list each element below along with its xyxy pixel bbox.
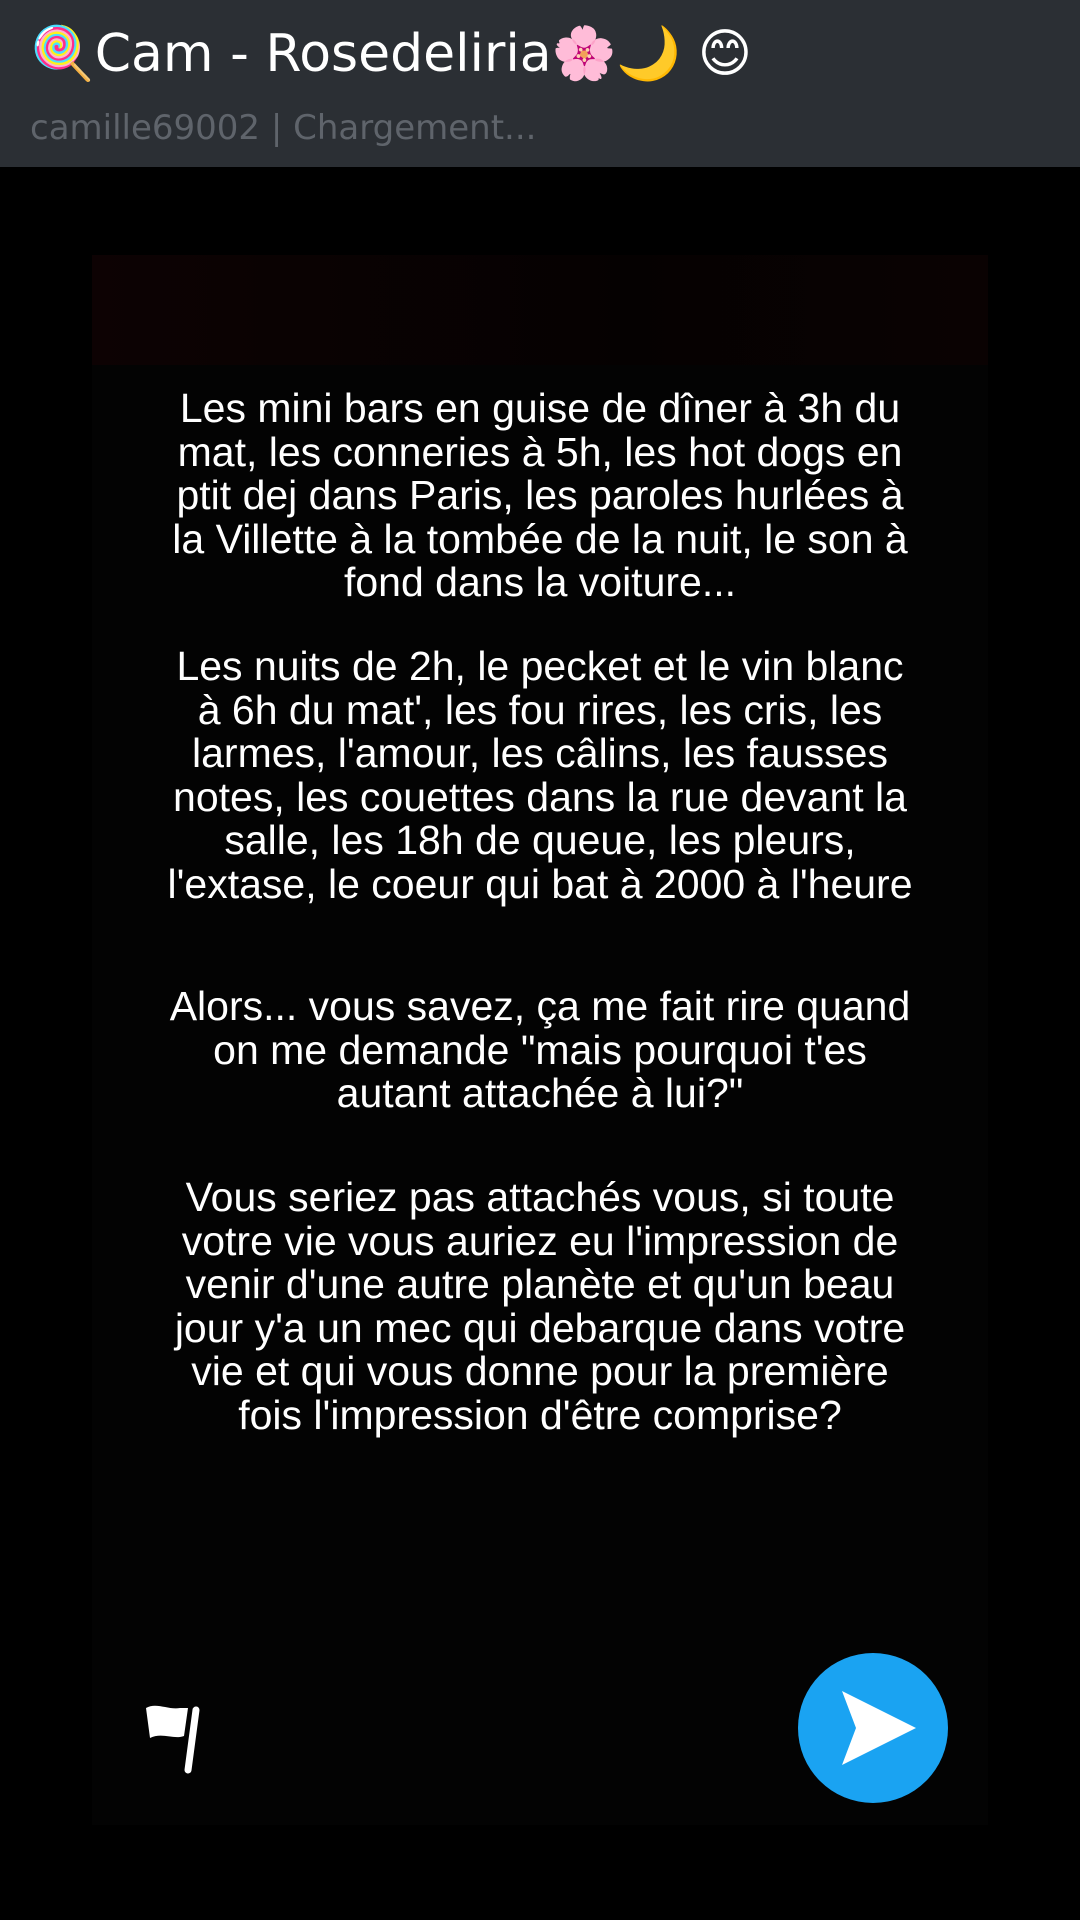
flag-icon (138, 1700, 208, 1774)
story-title: 🍭Cam - Rosedeliria🌸🌙 😊 (30, 24, 752, 84)
story-paragraph: Les mini bars en guise de dîner à 3h du mat, les conneries à 5h, les hot dogs en ptit dej dans Paris, les paroles hurlées à la Villette à la tombée de la nuit, le son à fond dans la voiture... (172, 385, 908, 605)
story-paragraph: Alors... vous savez, ça me fait rire quand on me demande "mais pourquoi t'es autant attachée à lui?" (169, 983, 911, 1116)
story-header (0, 0, 1080, 167)
send-arrow-icon (798, 1653, 948, 1803)
story-subtitle: camille69002 | Chargement... (30, 108, 537, 148)
send-button[interactable] (798, 1653, 948, 1803)
report-button[interactable] (138, 1700, 208, 1774)
story-paragraph: Vous seriez pas attachés vous, si toute votre vie vous auriez eu l'impression de venir d'une autre planète et qu'un beau jour y'a un mec qui debarque dans votre vie et qui vous donne pour la première fois l'impression d'être comprise? (174, 1174, 906, 1438)
story-paragraph: Les nuits de 2h, le pecket et le vin blanc à 6h du mat', les fou rires, les cris, les larmes, l'amour, les câlins, les fausses notes, les couettes dans la rue devant la salle, les 18h de queue, les pleurs, l'extase, le coeur qui bat à 2000 à l'heure (167, 643, 913, 907)
card-shade (92, 255, 988, 365)
